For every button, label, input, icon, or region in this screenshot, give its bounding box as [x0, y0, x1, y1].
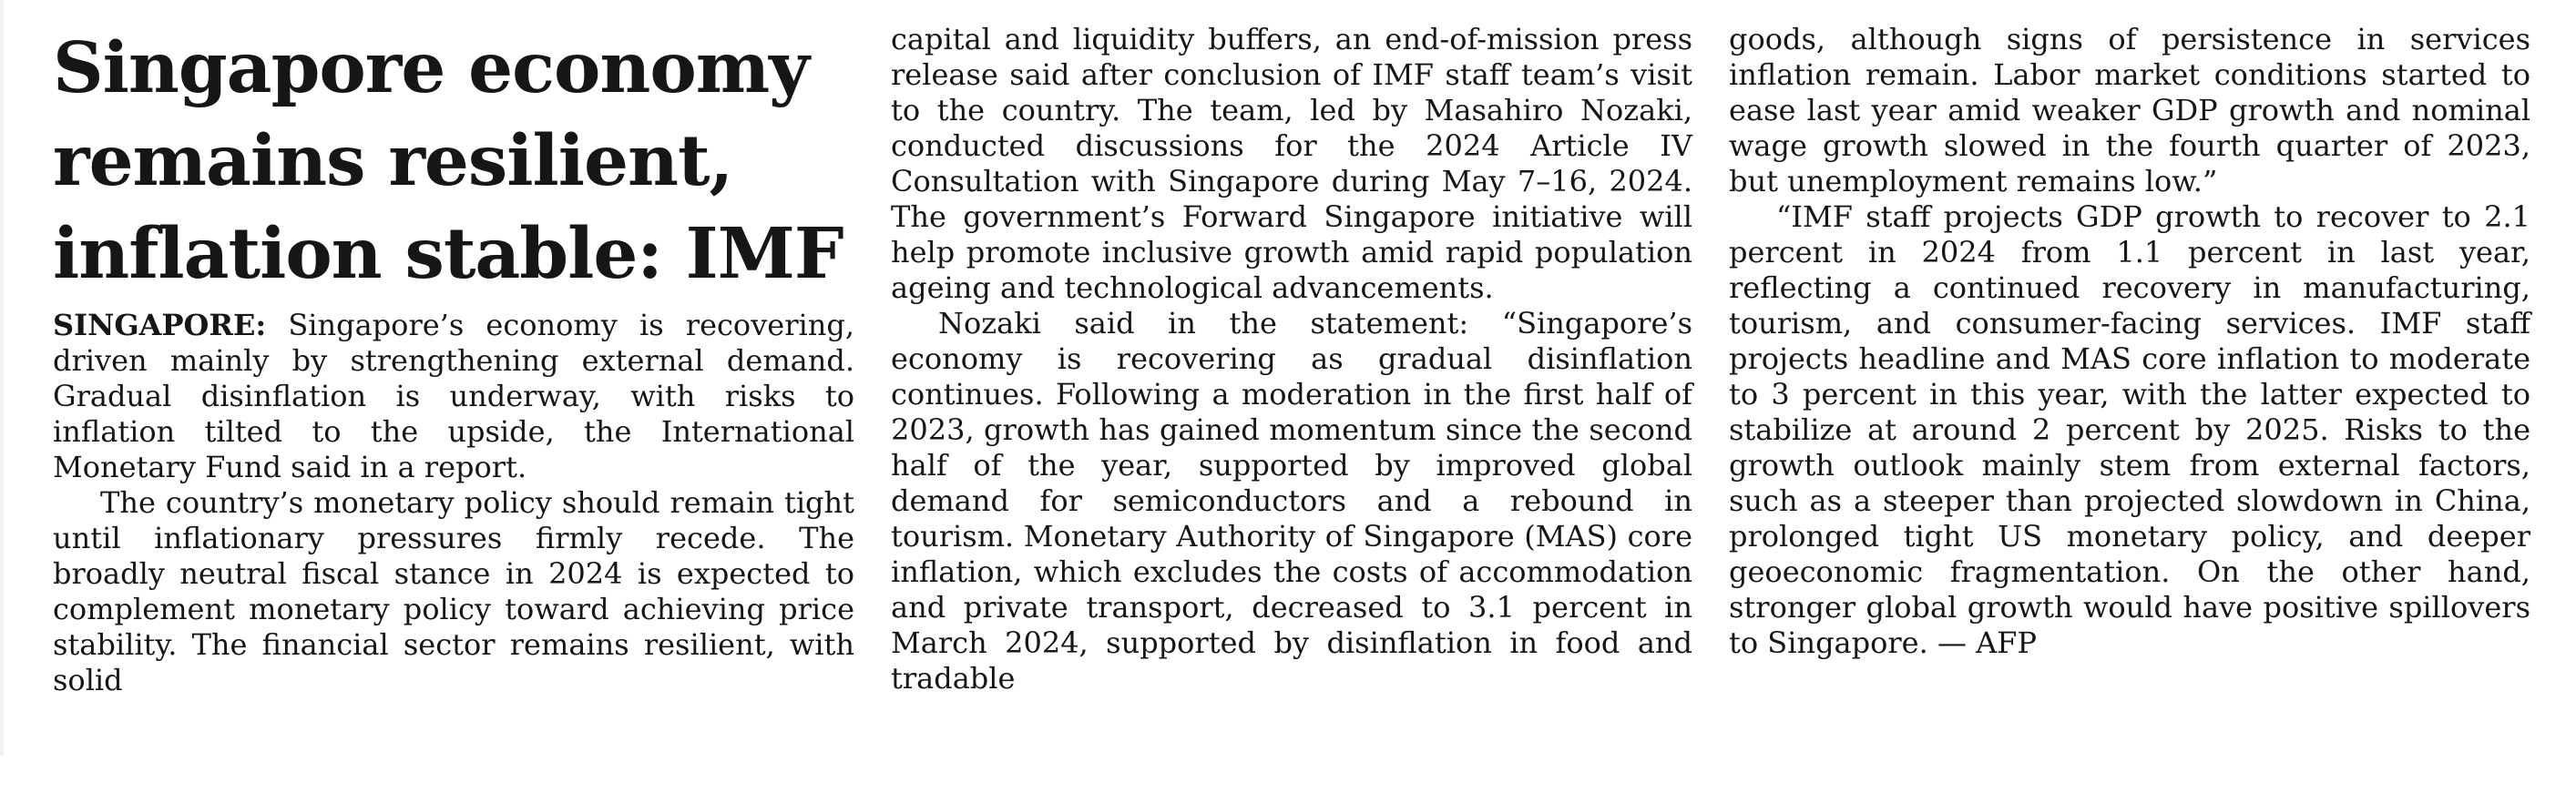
column-3: [1729, 22, 2530, 661]
headline: [53, 22, 854, 300]
column-2: [891, 22, 1692, 696]
page-edge-shade: [0, 0, 4, 756]
paragraph-2: The country’s monetary policy should remain tight until inflationary pressures firmly recede. The broadly neutral fiscal stance in 2024 is expected to complement monetary policy toward achieving price stability. The financial sector remains resilient, with solid: [53, 485, 854, 697]
headline-line-2: remains resilient,: [53, 120, 733, 202]
column-1: [53, 22, 854, 698]
dateline: SINGAPORE:: [53, 308, 267, 342]
paragraph-4: Nozaki said in the statement: “Singapore’s economy is recovering as gradual disinflation continues. Following a moderation in the first half of 2023, growth has gained momentum since the second half of the year, supported by improved global demand for semiconductors and a rebound in tourism. Monetary Authority of Singapore (MAS) core inflation, which excludes the costs of accommodation and private transport, decreased to 3.1 percent in March 2024, supported by disinflation in food and tradable: [891, 306, 1692, 696]
headline-line-3: inflation stable: IMF: [53, 213, 843, 295]
paragraph-1: [53, 308, 854, 485]
paragraph-3: capital and liquidity buffers, an end-of-mission press release said after conclusion of IMF staff team’s visit to the country. The team, led by Masahiro Nozaki, conducted discussions for the 2024 Article IV Consultation with Singapore during May 7–16, 2024. The government’s Forward Singapore initiative will help promote inclusive growth amid rapid population ageing and technological advancements.: [891, 22, 1692, 305]
paragraph-5: goods, although signs of persistence in services inflation remain. Labor market conditions started to ease last year amid weaker GDP growth and nominal wage growth slowed in the fourth quarter of 2023, but unemployment remains low.”: [1729, 22, 2530, 198]
headline-line-1: Singapore economy: [53, 27, 809, 109]
paragraph-1-text: Singapore’s economy is recovering, driven mainly by strengthening external demand. Gradual disinflation is underway, with risks to inflation tilted to the upside, the International Monetary Fund said in a report.: [53, 308, 854, 484]
paragraph-6: “IMF staff projects GDP growth to recover to 2.1 percent in 2024 from 1.1 percent in last year, reflecting a continued recovery in manufacturing, tourism, and consumer-facing services. IMF staff projects headline and MAS core inflation to moderate to 3 percent in this year, with the latter expected to stabilize at around 2 percent by 2025. Risks to the growth outlook mainly stem from external factors, such as a steeper than projected slowdown in China, prolonged tight US monetary policy, and deeper geoeconomic fragmentation. On the other hand, stronger global growth would have positive spillovers to Singapore. — AFP: [1729, 199, 2530, 660]
